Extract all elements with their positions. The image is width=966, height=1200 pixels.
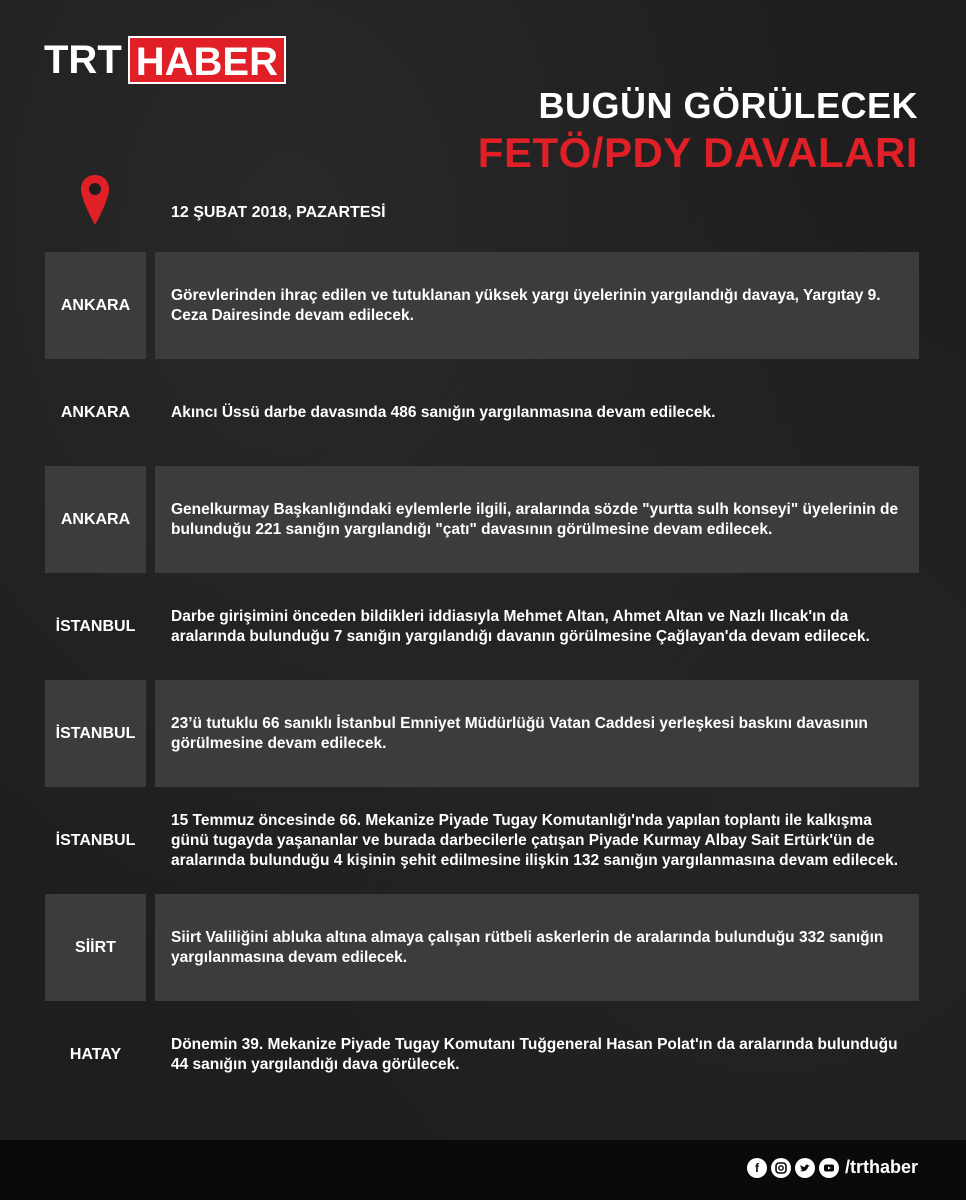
trt-haber-logo bbox=[44, 36, 286, 84]
case-description: 23’ü tutuklu 66 sanıklı İstanbul Emniyet Müdürlüğü Vatan Caddesi yerleşkesi baskını davasının görülmesine devam edilecek. bbox=[155, 680, 919, 787]
youtube-icon[interactable] bbox=[819, 1158, 839, 1178]
case-row bbox=[45, 787, 919, 894]
case-row bbox=[45, 359, 919, 466]
title-line-2: FETÖ/PDY DAVALARI bbox=[477, 129, 918, 176]
case-city: ANKARA bbox=[45, 252, 146, 359]
logo-haber-text: HABER bbox=[128, 36, 286, 84]
case-row bbox=[45, 466, 919, 573]
case-description: 15 Temmuz öncesinde 66. Mekanize Piyade Tugay Komutanlığı'nda yapılan toplantı ile kalkışma günü tugayda yaşananlar ve burada darbecilerle çatışan Piyade Kurmay Albay Sait Ertürk'ün de aralarında bulunduğu 4 kişinin şehit edilmesine ilişkin 132 sanığın yargılanmasına devam edilecek. bbox=[171, 811, 899, 869]
case-row bbox=[45, 252, 919, 359]
title-line-1: BUGÜN GÖRÜLECEK bbox=[538, 85, 918, 126]
case-description: Darbe girişimini önceden bildikleri iddiasıyla Mehmet Altan, Ahmet Altan ve Nazlı Ilıcak'ın da aralarında bulunduğu 7 sanığın yargılandığı davanın görülmesine Çağlayan'da devam edilecek. bbox=[171, 607, 870, 645]
case-city: İSTANBUL bbox=[55, 831, 136, 849]
case-city: ANKARA bbox=[45, 466, 146, 573]
social-links bbox=[747, 1157, 918, 1178]
case-city: SİİRT bbox=[45, 894, 146, 1001]
case-city: HATAY bbox=[69, 1045, 122, 1063]
case-row bbox=[45, 680, 919, 787]
case-row bbox=[45, 1001, 919, 1108]
page-title bbox=[478, 84, 918, 178]
case-description: Genelkurmay Başkanlığındaki eylemlerle ilgili, aralarında sözde "yurtta sulh konseyi" üyelerinin de bulunduğu 221 sanığın yargılandığı "çatı" davasının görülmesine devam edilecek. bbox=[155, 466, 919, 573]
facebook-icon[interactable]: f bbox=[747, 1158, 767, 1178]
date-label: 12 ŞUBAT 2018, PAZARTESİ bbox=[171, 204, 386, 221]
case-description: Dönemin 39. Mekanize Piyade Tugay Komutanı Tuğgeneral Hasan Polat'ın da aralarında bulunduğu 44 sanığın yargılandığı dava görülecek. bbox=[171, 1035, 898, 1073]
logo-trt-text: TRT bbox=[44, 38, 122, 82]
instagram-icon[interactable] bbox=[771, 1158, 791, 1178]
case-description: Akıncı Üssü darbe davasında 486 sanığın yargılanmasına devam edilecek. bbox=[171, 403, 716, 421]
social-handle[interactable]: /trthaber bbox=[844, 1157, 918, 1177]
case-description: Görevlerinden ihraç edilen ve tutuklanan yüksek yargı üyelerinin yargılandığı davaya, Yargıtay 9. Ceza Dairesinde devam edilecek. bbox=[155, 252, 919, 359]
case-city: İSTANBUL bbox=[45, 680, 146, 787]
case-list bbox=[45, 252, 919, 1108]
case-description: Siirt Valiliğini abluka altına almaya çalışan rütbeli askerlerin de aralarında bulunduğu 332 sanığın yargılanmasına devam edilecek. bbox=[155, 894, 919, 1001]
location-pin-icon bbox=[80, 174, 110, 226]
case-row bbox=[45, 573, 919, 680]
twitter-icon[interactable] bbox=[795, 1158, 815, 1178]
case-city: ANKARA bbox=[60, 403, 131, 421]
case-city: İSTANBUL bbox=[55, 617, 136, 635]
case-row bbox=[45, 894, 919, 1001]
